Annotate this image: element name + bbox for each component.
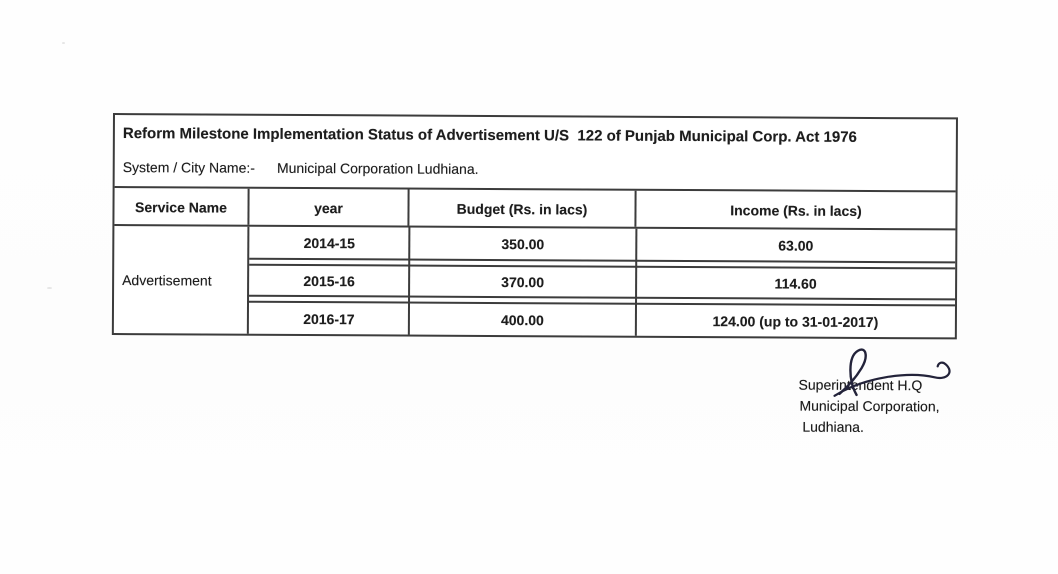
service-name-cell: Advertisement [114,226,250,334]
signature-org: Municipal Corporation, [799,397,940,415]
column-header-budget: Budget (Rs. in lacs) [409,190,636,227]
income-cell: 124.00 (up to 31-01-2017) [712,312,879,330]
document-title: Reform Milestone Implementation Status of Advertisement U/S 122 of Punjab Municipal Corp. Act 1976 [122,125,857,146]
budget-cell: 350.00 [501,235,545,252]
table-header-row [114,188,955,230]
document-sheet [112,113,958,435]
scan-artifact [62,42,65,44]
signature-title: Superintendent H.Q [798,376,923,394]
system-city-value: Municipal Corporation Ludhiana. [276,159,479,177]
title-block [115,115,956,192]
budget-cell: 370.00 [501,273,545,290]
handwritten-signature-icon [816,341,966,404]
table-row [249,301,955,338]
budget-cell: 400.00 [500,311,544,328]
column-header-income: Income (Rs. in lacs) [730,202,862,219]
system-city-label: System / City Name:- [122,159,256,176]
table-row [249,264,955,301]
year-cell: 2014-15 [303,234,356,251]
year-cell: 2016-17 [303,310,355,327]
system-city-line [123,157,948,181]
data-rows [249,227,956,338]
income-cell: 63.00 [778,236,814,254]
report-table [112,113,958,339]
signature-city: Ludhiana. [802,418,864,435]
column-header-service-name: Service Name [114,188,249,225]
year-cell: 2015-16 [303,272,355,289]
income-cell: 114.60 [774,274,817,292]
scan-artifact [47,287,52,289]
table-body [114,226,956,337]
signature-block [798,375,939,439]
column-header-year: year [249,189,409,226]
table-row [249,227,955,264]
